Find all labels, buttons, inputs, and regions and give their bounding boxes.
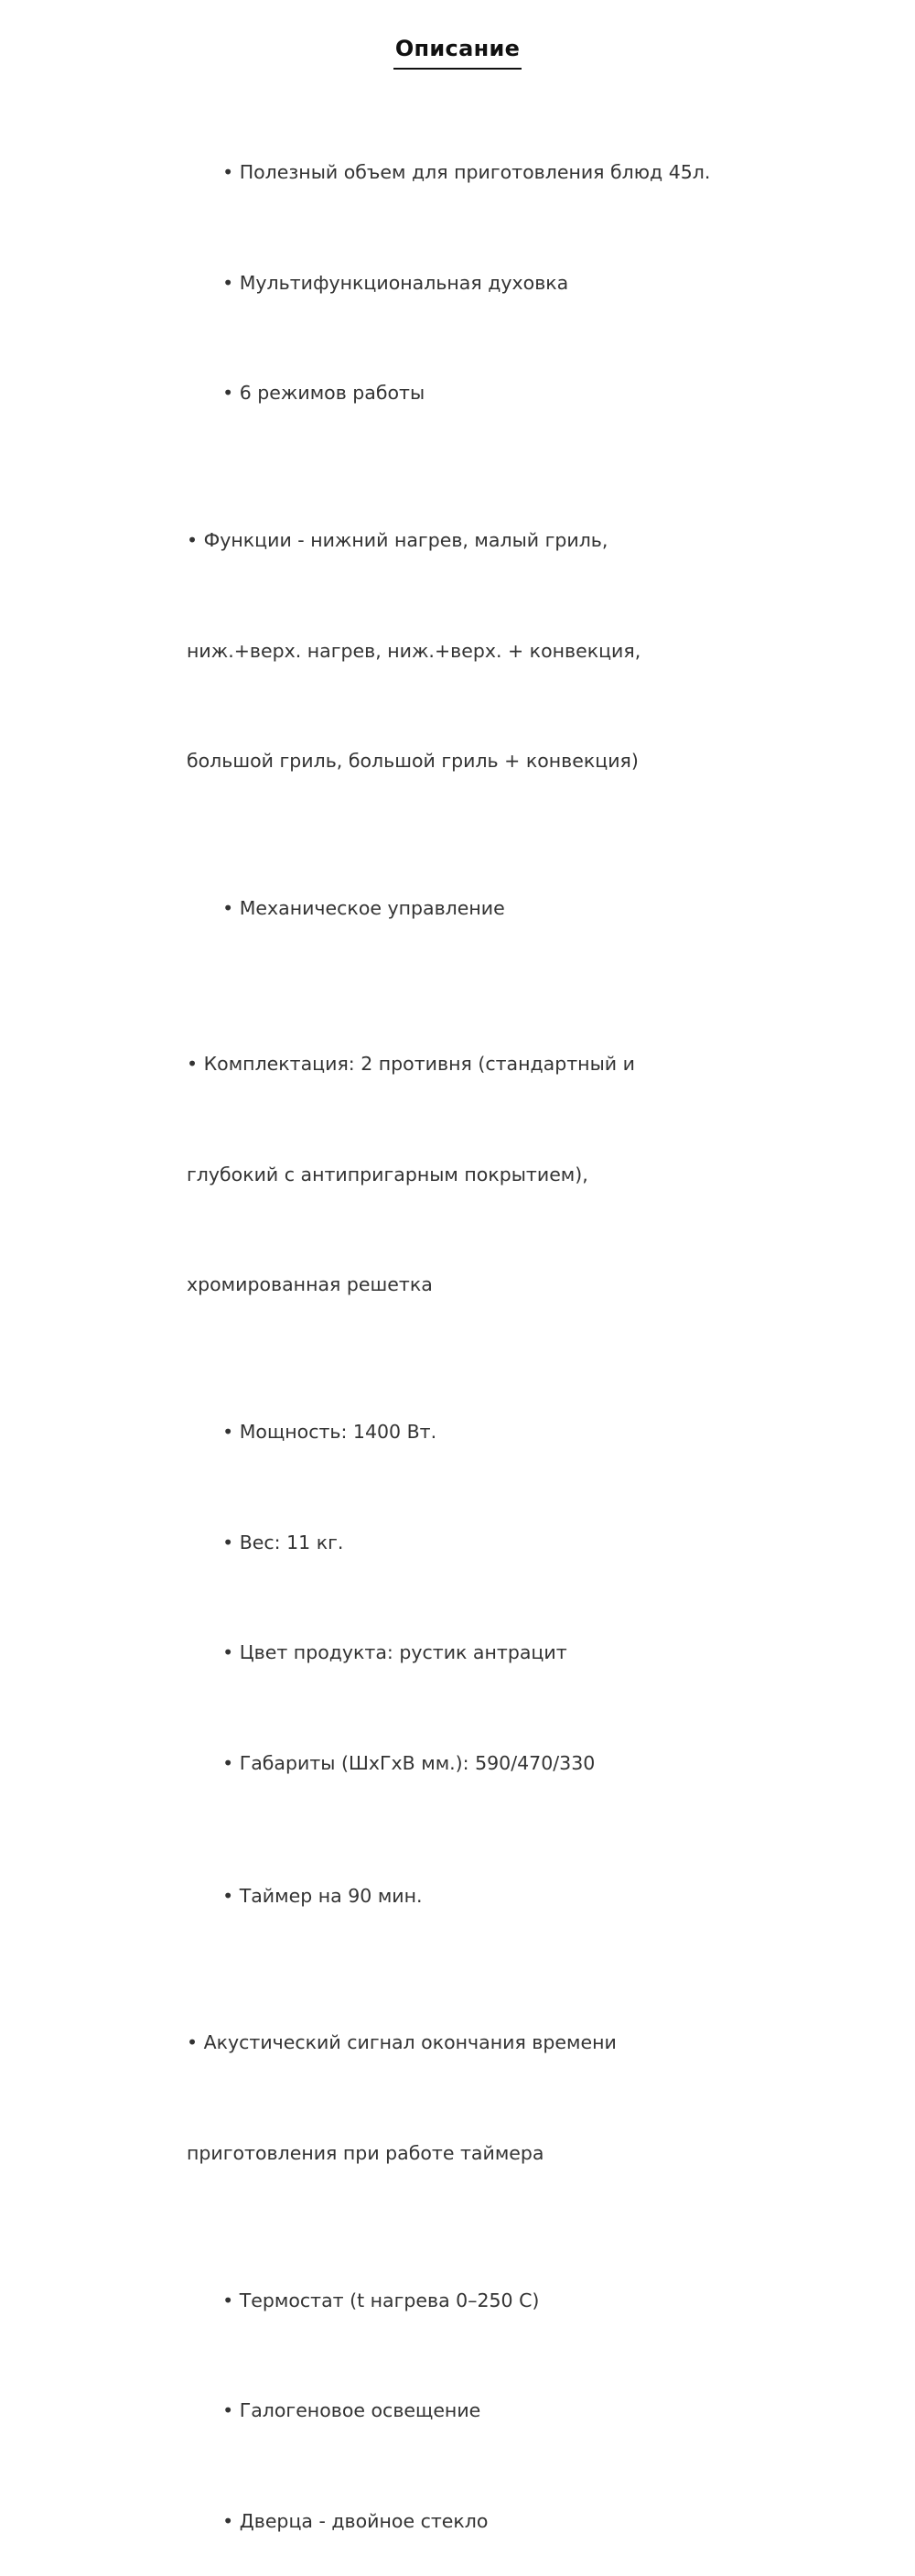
feature-line: • Механическое управление <box>222 897 505 920</box>
feature-line: • Цвет продукта: рустик антрацит <box>222 1641 567 1664</box>
feature-item <box>187 853 699 964</box>
feature-item <box>187 1597 699 1708</box>
feature-line: • Функции - нижний нагрев, малый гриль, <box>187 529 608 552</box>
feature-line: ниж.+верх. нагрев, ниж.+верх. + конвекция, <box>187 639 641 662</box>
feature-list <box>187 117 711 2576</box>
feature-line: хромированная решетка <box>187 1273 433 1296</box>
feature-item <box>187 1951 699 2246</box>
feature-item <box>187 1708 699 1819</box>
feature-line: глубокий с антипригарным покрытием), <box>187 1163 588 1185</box>
feature-line: • Таймер на 90 мин. <box>222 1884 423 1907</box>
feature-line: • Комплектация: 2 противня (стандартный и <box>187 1053 635 1076</box>
feature-line: • Акустический сигнал окончания времени <box>187 2031 617 2054</box>
feature-line: приготовления при работе таймера <box>187 2141 544 2164</box>
feature-line: • Термостат (t нагрева 0–250 С) <box>222 2289 540 2311</box>
feature-item <box>187 117 711 228</box>
feature-line: • Вес: 11 кг. <box>222 1531 344 1553</box>
heading-container <box>0 35 915 70</box>
feature-line: • Полезный объем для приготовления блюд 45л. <box>222 161 711 184</box>
feature-line: • Дверца - двойное стекло <box>222 2510 489 2532</box>
feature-item <box>187 449 699 853</box>
feature-item <box>187 972 699 1377</box>
feature-line: большой гриль, большой гриль + конвекция) <box>187 750 639 773</box>
feature-item <box>187 228 699 339</box>
feature-item <box>187 1840 699 1951</box>
feature-line: • 6 режимов работы <box>222 382 425 405</box>
feature-item <box>187 338 699 449</box>
feature-item <box>187 2355 699 2466</box>
page-title: Описание <box>393 35 522 70</box>
feature-line: • Мультифункциональная духовка <box>222 271 569 294</box>
feature-line: • Галогеновое освещение <box>222 2399 481 2422</box>
feature-item <box>187 1488 699 1598</box>
feature-item <box>187 1377 699 1488</box>
feature-line: • Мощность: 1400 Вт. <box>222 1421 437 1444</box>
feature-line: • Габариты (ШхГхВ мм.): 590/470/330 <box>222 1751 596 1774</box>
feature-item <box>187 2466 699 2576</box>
feature-item <box>187 2246 699 2356</box>
